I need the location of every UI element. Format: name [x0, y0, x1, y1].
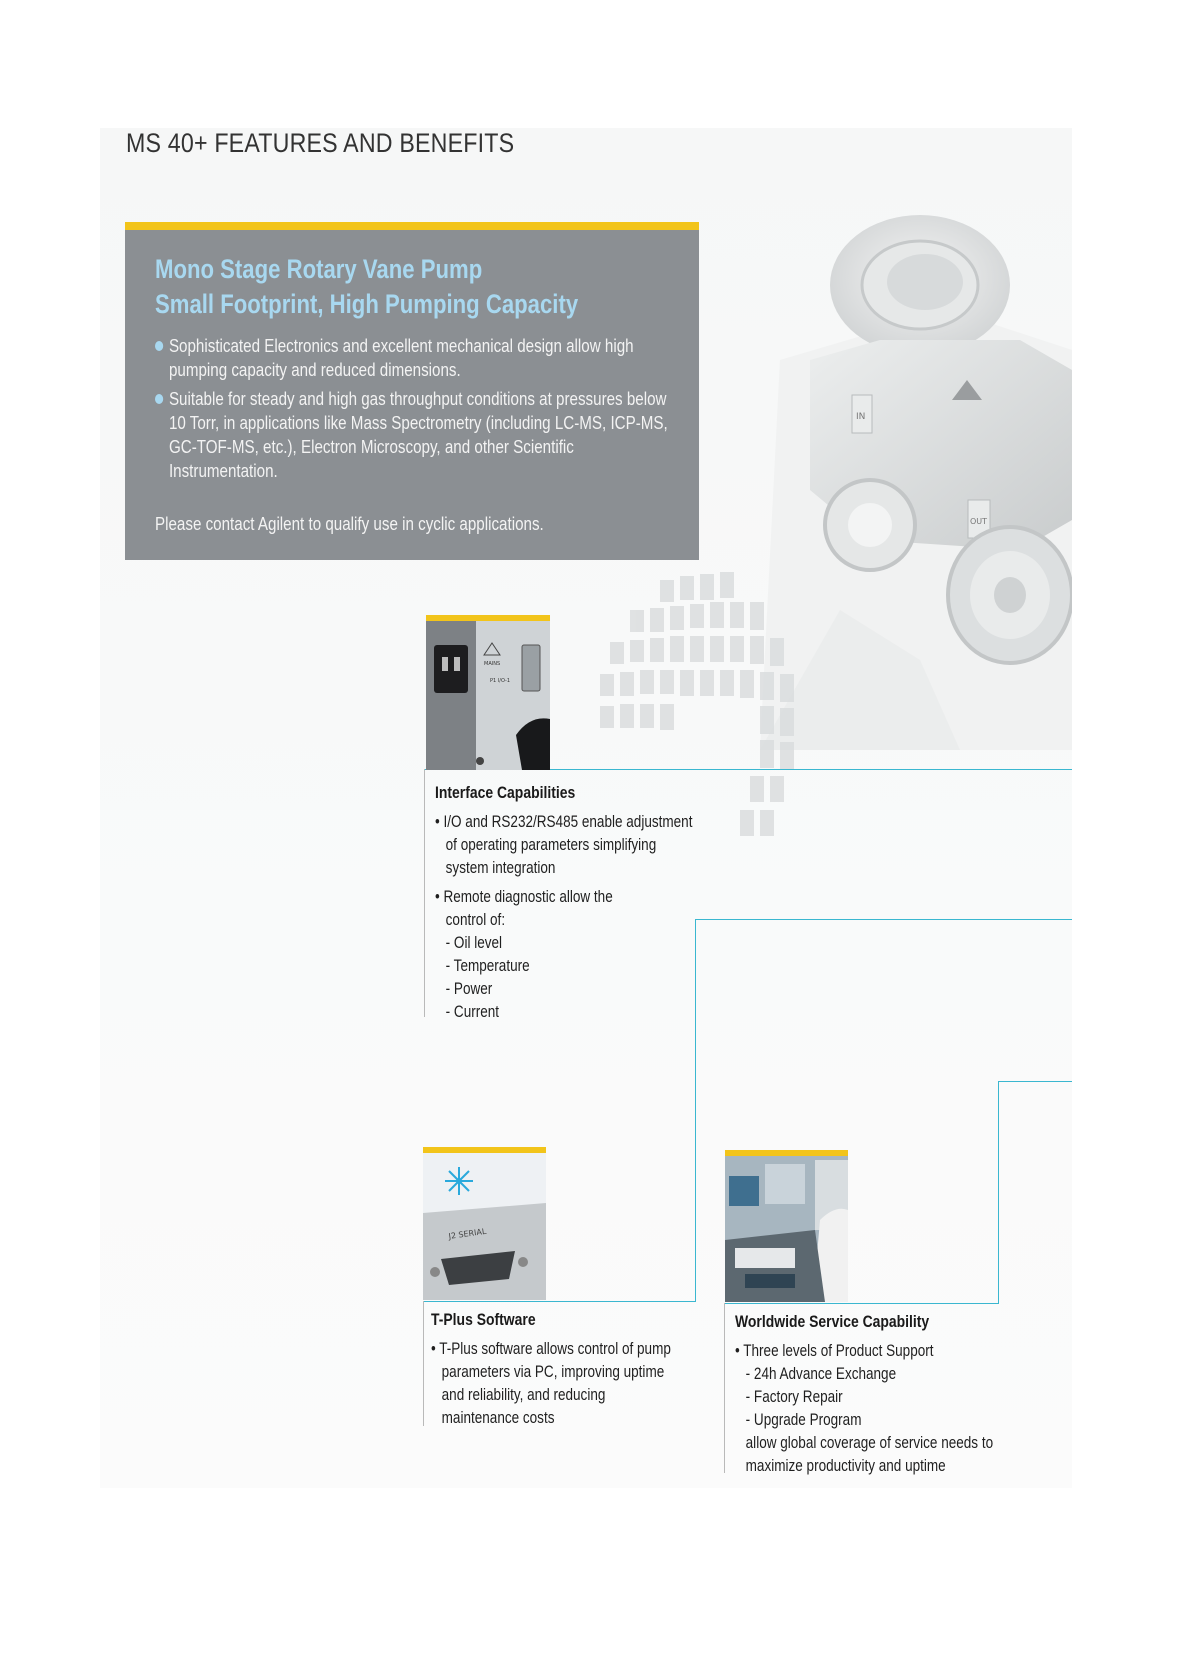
interface-line: control of:	[445, 911, 506, 929]
tplus-panel-graphic	[423, 1147, 546, 1300]
service-line: - 24h Advance Exchange	[745, 1365, 897, 1383]
connector-line-service-vertical	[998, 1081, 999, 1303]
service-line: - Factory Repair	[745, 1388, 843, 1406]
hero-title	[155, 252, 578, 322]
port-label: P1 I/O-1	[490, 678, 511, 684]
interface-line: • I/O and RS232/RS485 enable adjustment	[435, 813, 693, 831]
hero-title-line1: Mono Stage Rotary Vane Pump	[155, 254, 483, 284]
hero-bullet-text: Sophisticated Electronics and excellent mechanical design allow high pumping capacity and reduced dimensions.	[168, 335, 634, 380]
interface-panel-graphic	[426, 615, 550, 770]
service-line: allow global coverage of service needs to	[745, 1434, 994, 1452]
interface-connector-photo	[426, 615, 550, 770]
hero-bullet-list	[155, 334, 680, 488]
service-title: Worldwide Service Capability	[735, 1312, 930, 1331]
tplus-description	[431, 1338, 671, 1430]
interface-side-rule	[424, 769, 425, 1017]
tplus-line: and reliability, and reducing	[441, 1386, 606, 1404]
hero-bullet	[155, 334, 680, 382]
hero-accent-bar	[125, 222, 699, 230]
tplus-line: parameters via PC, improving uptime	[441, 1363, 665, 1381]
tplus-title: T-Plus Software	[431, 1310, 536, 1329]
connector-line-tplus-bottom	[424, 1301, 696, 1302]
interface-line: - Oil level	[445, 934, 503, 952]
tplus-line: maintenance costs	[441, 1409, 555, 1427]
service-line: • Three levels of Product Support	[735, 1342, 934, 1360]
interface-line: - Current	[445, 1003, 500, 1021]
connector-line-service-top	[998, 1081, 1072, 1082]
interface-line: - Power	[445, 980, 493, 998]
pump-in-label: IN	[856, 412, 866, 422]
pump-out-label: OUT	[970, 517, 988, 526]
tplus-side-rule	[423, 1301, 424, 1426]
bullet-dot-icon	[155, 394, 163, 404]
service-side-rule	[724, 1303, 725, 1473]
page-title: MS 40+ FEATURES AND BENEFITS	[126, 128, 515, 158]
interface-description	[435, 811, 692, 1024]
interface-line: system integration	[445, 859, 556, 877]
connector-line-tplus-vertical	[695, 919, 696, 1301]
interface-line: of operating parameters simplifying	[445, 836, 657, 854]
tplus-line: • T-Plus software allows control of pump	[431, 1340, 671, 1358]
connector-line-service-bottom	[725, 1303, 999, 1304]
interface-line: • Remote diagnostic allow the	[435, 888, 613, 906]
serial-label: J2 SERIAL	[448, 1226, 487, 1241]
service-line: maximize productivity and uptime	[745, 1457, 946, 1475]
hero-panel	[125, 222, 699, 560]
hero-bullet-text: Suitable for steady and high gas throughput conditions at pressures below 10 Torr, in applications like Mass Spectrometry (including LC-MS, ICP-MS, GC-TOF-MS, etc.), Electron Microscopy, and other Scientific Instrumentation.	[168, 388, 668, 481]
mains-label: MAINS	[484, 661, 501, 667]
hero-contact-note: Please contact Agilent to qualify use in cyclic applications.	[155, 513, 544, 534]
tplus-serial-photo	[423, 1147, 546, 1300]
connector-line-tplus-top	[695, 919, 1072, 920]
bullet-dot-icon	[155, 341, 163, 351]
service-lab-photo	[725, 1150, 848, 1302]
service-line: - Upgrade Program	[745, 1411, 862, 1429]
interface-title: Interface Capabilities	[435, 783, 576, 802]
service-description	[735, 1340, 993, 1478]
interface-line: - Temperature	[445, 957, 530, 975]
hero-bullet	[155, 387, 680, 483]
service-lab-graphic	[725, 1150, 848, 1302]
hero-title-line2: Small Footprint, High Pumping Capacity	[155, 289, 579, 319]
